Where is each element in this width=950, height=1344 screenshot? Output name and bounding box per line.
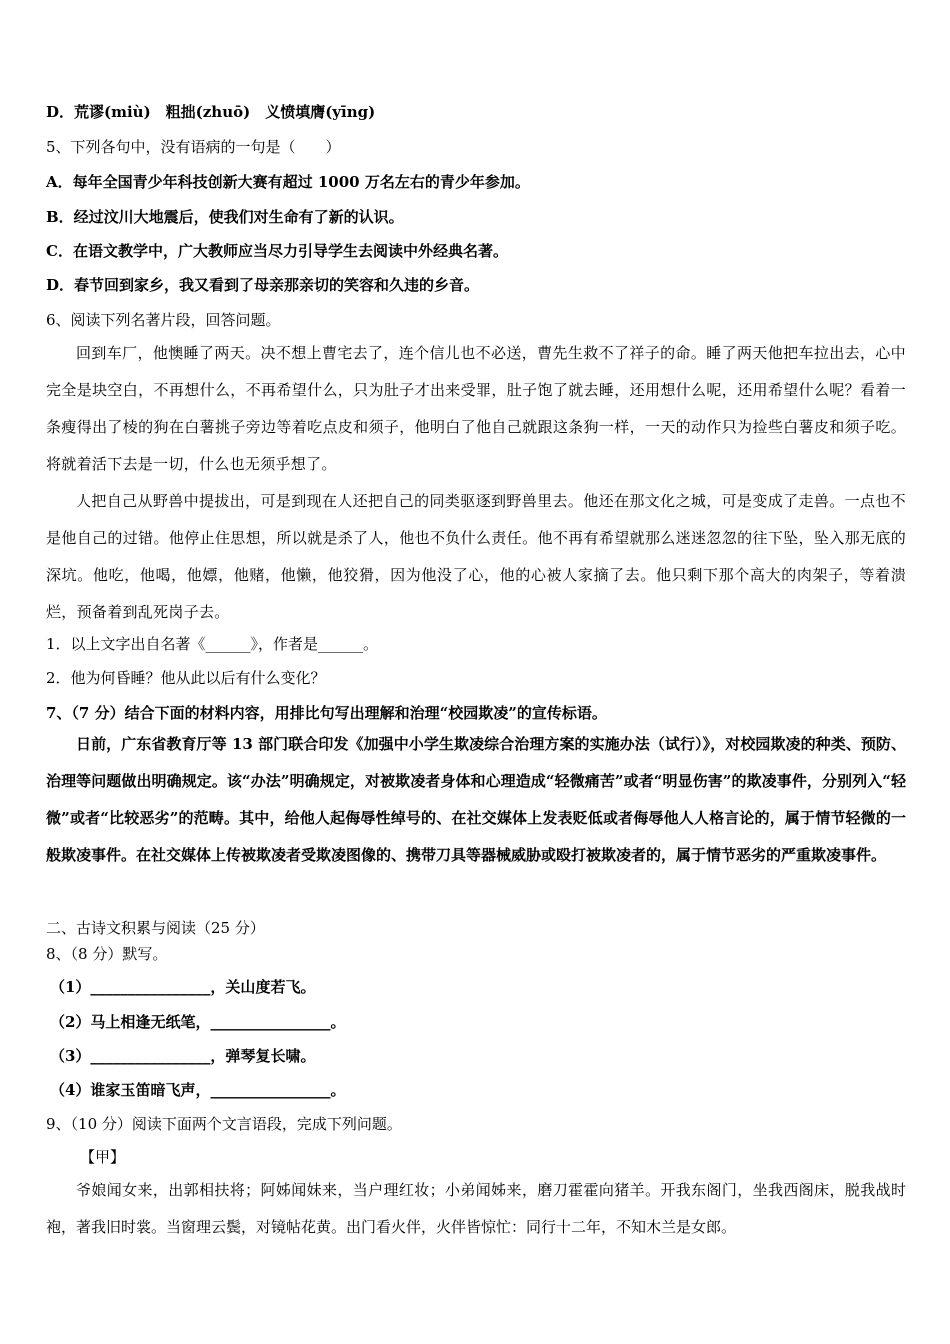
q8-item-2: （2）马上相逢无纸笔，________________。	[50, 1013, 346, 1031]
q9-stem: 9、（10 分）阅读下面两个文言语段，完成下列问题。	[46, 1115, 402, 1133]
q6-question-1: 1．以上文字出自名著《______》，作者是______。	[46, 635, 379, 653]
q8-item-4: （4）谁家玉笛暗飞声，________________。	[50, 1081, 346, 1099]
q5-option-c: C．在语文教学中，广大教师应当尽力引导学生去阅读中外经典名著。	[46, 242, 508, 260]
q7-stem: 7、（7 分）结合下面的材料内容，用排比句写出理解和治理“校园欺凌”的宣传标语。	[46, 704, 607, 722]
q8-item-1: （1）________________，关山度若飞。	[50, 978, 316, 996]
section-2-title: 二、古诗文积累与阅读（25 分）	[46, 919, 265, 937]
q6-passage-paragraph-1: 回到车厂，他懊睡了两天。决不想上曹宅去了，连个信儿也不必送，曹先生救不了祥子的命。睡了两天他把车拉出去，心中完全是块空白，不再想什么，不再希望什么，只为肚子才出来受罪，肚子饱了就去睡，还用想什么呢，还用希望什么呢？看着一条瘦得出了棱的狗在白薯挑子旁边等着吃点皮和须子，他明白了他自己就跟这条狗一样，一天的动作只为捡些白薯皮和须子吃。将就着活下去是一切，什么也无须乎想了。	[46, 344, 906, 473]
q9-label-jia: 【甲】	[80, 1148, 126, 1166]
q6-passage-paragraph-2: 人把自己从野兽中提拔出，可是到现在人还把自己的同类驱逐到野兽里去。他还在那文化之城，可是变成了走兽。一点也不是他自己的过错。他停止住思想，所以就是杀了人，他也不负什么责任。他不再有希望就那么迷迷忽忽的往下坠，坠入那无底的深坑。他吃，他喝，他嫖，他赌，他懒，他狡猾，因为他没了心，他的心被人家摘了去。他只剩下那个高大的肉架子，等着溃烂，预备着到乱死岗子去。	[46, 492, 906, 621]
q7-material	[46, 726, 906, 874]
q9-passage-paragraph: 爷娘闻女来，出郭相扶将；阿姊闻妹来，当户理红妆；小弟闻姊来，磨刀霍霍向猪羊。开我东阁门，坐我西阁床，脱我战时袍，著我旧时裳。当窗理云鬓，对镜帖花黄。出门看火伴，火伴皆惊忙：同行十二年，不知木兰是女郎。	[46, 1181, 906, 1236]
q5-option-a: A．每年全国青少年科技创新大赛有超过 1000 万名左右的青少年参加。	[46, 173, 530, 191]
q6-stem: 6、阅读下列名著片段，回答问题。	[46, 311, 281, 329]
q5-option-b: B．经过汶川大地震后，使我们对生命有了新的认识。	[46, 208, 404, 226]
q6-question-2: 2．他为何昏睡？他从此以后有什么变化？	[46, 669, 326, 687]
q5-stem: 5、下列各句中，没有语病的一句是（ ）	[46, 138, 341, 156]
q8-stem: 8、（8 分）默写。	[46, 945, 168, 963]
q6-passage	[46, 335, 906, 631]
q8-item-3: （3）________________，弹琴复长啸。	[50, 1047, 316, 1065]
q5-option-d: D．春节回到家乡，我又看到了母亲那亲切的笑容和久违的乡音。	[46, 276, 480, 294]
q7-material-paragraph: 日前，广东省教育厅等 13 部门联合印发《加强中小学生欺凌综合治理方案的实施办法（试行）》，对校园欺凌的种类、预防、治理等问题做出明确规定。该“办法”明确规定，对被欺凌者身体和心理造成“轻微痛苦”或者“明显伤害”的欺凌事件，分别列入“轻微”或者“比较恶劣”的范畴。其中，给他人起侮辱性绰号的、在社交媒体上发表贬低或者侮辱他人人格言论的，属于情节轻微的一般欺凌事件。在社交媒体上传被欺凌者受欺凌图像的、携带刀具等器械威胁或殴打被欺凌者的，属于情节恶劣的严重欺凌事件。	[46, 735, 906, 864]
q4-option-d: D．荒谬(miù) 粗拙(zhuō) 义愤填膺(yīng)	[46, 103, 376, 121]
q9-passage	[46, 1172, 906, 1246]
